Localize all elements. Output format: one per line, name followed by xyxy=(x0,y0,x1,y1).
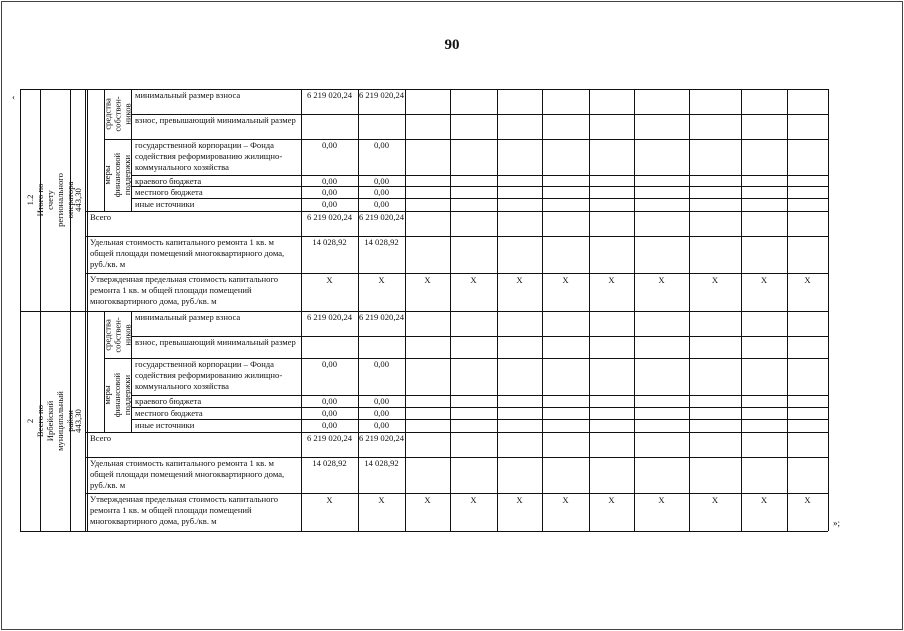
row-label: Удельная стоимость капитального ремонта 1 кв. м общей площади помещений многоквартирного дома, руб./кв. м xyxy=(90,237,285,269)
value-col-2: 6 219 020,24 xyxy=(358,90,405,100)
row-label: Всего xyxy=(90,212,112,222)
value-col-1: 14 028,92 xyxy=(312,458,347,468)
limit-mark: X xyxy=(378,275,385,285)
row-label: взнос, превышающий минимальный размер xyxy=(135,115,296,125)
vertical-rule xyxy=(828,89,829,311)
vertical-rule xyxy=(85,311,86,531)
limit-mark: X xyxy=(658,275,665,285)
vertical-rule-double xyxy=(87,89,88,311)
vertical-rule-double xyxy=(87,311,88,531)
limit-mark: X xyxy=(804,495,811,505)
section-title-cell xyxy=(35,89,76,311)
limit-mark: X xyxy=(378,495,385,505)
group-support: меры финансовой поддержки xyxy=(102,372,133,418)
group-owners-cell xyxy=(104,311,131,358)
value-col-2: 0,00 xyxy=(373,359,390,369)
value-col-2: 0,00 xyxy=(373,408,390,418)
value-col-1: 6 219 020,24 xyxy=(306,90,353,100)
value-col-1: 0,00 xyxy=(321,176,338,186)
section-title: Итого по счету регионального оператора xyxy=(35,173,76,227)
section-bottom-line xyxy=(20,531,828,532)
limit-mark: X xyxy=(608,275,615,285)
row-label: государственной корпорации – Фонда содействия реформированию жилищно-коммунального хозяйства xyxy=(135,359,283,391)
value-col-1: 6 219 020,24 xyxy=(306,312,353,322)
row-label: иные источники xyxy=(135,420,195,430)
limit-mark: X xyxy=(760,495,768,505)
section-area: 443,30 xyxy=(72,409,83,433)
row-label: Утвержденная предельная стоимость капитального ремонта 1 кв. м общей площади помещений многоквартирного дома, руб./кв. м xyxy=(90,494,279,526)
section-area-cell xyxy=(70,89,85,311)
section-number: 1.2 xyxy=(25,194,35,206)
limit-mark: X xyxy=(470,495,477,505)
limit-mark: X xyxy=(424,275,431,285)
value-col-2: 0,00 xyxy=(373,140,390,150)
group-owners-cell xyxy=(104,89,131,139)
value-col-1: 0,00 xyxy=(321,187,338,197)
limit-mark: X xyxy=(516,275,523,285)
value-col-2: 0,00 xyxy=(373,199,390,209)
value-col-2: 0,00 xyxy=(373,420,390,430)
page-number: 90 xyxy=(444,37,460,53)
limit-mark: X xyxy=(326,275,333,285)
value-col-2: 0,00 xyxy=(373,396,390,406)
limit-mark: X xyxy=(326,495,333,505)
section-title: Всего по Ирбейский муниципальный район xyxy=(35,391,76,451)
limit-mark: X xyxy=(562,495,569,505)
vertical-rule xyxy=(828,311,829,531)
limit-mark: X xyxy=(711,275,719,285)
value-col-1: 0,00 xyxy=(321,420,338,430)
limit-mark: X xyxy=(470,275,477,285)
limit-mark: X xyxy=(804,275,811,285)
value-col-2: 6 219 020,24 xyxy=(358,212,405,222)
value-col-1: 14 028,92 xyxy=(312,237,347,247)
row-label: местного бюджета xyxy=(135,408,203,418)
value-col-2: 0,00 xyxy=(373,176,390,186)
value-col-1: 0,00 xyxy=(321,396,338,406)
limit-mark: X xyxy=(516,495,523,505)
row-label: краевого бюджета xyxy=(135,176,202,186)
row-label: минимальный размер взноса xyxy=(135,312,241,322)
group-support: меры финансовой поддержки xyxy=(102,152,133,198)
value-col-2: 6 219 020,24 xyxy=(358,312,405,322)
group-owners: средства собствен-ников xyxy=(102,96,133,132)
row-label: Удельная стоимость капитального ремонта 1 кв. м общей площади помещений многоквартирного дома, руб./кв. м xyxy=(90,458,285,490)
row-label: минимальный размер взноса xyxy=(135,90,241,100)
group-support-cell xyxy=(104,358,131,432)
section-title-cell xyxy=(35,311,76,531)
row-label: Утвержденная предельная стоимость капитального ремонта 1 кв. м общей площади помещений многоквартирного дома, руб./кв. м xyxy=(90,274,279,306)
row-label: иные источники xyxy=(135,199,195,209)
section-area-cell xyxy=(70,311,85,531)
value-col-2: 6 219 020,24 xyxy=(358,433,405,443)
row-label: местного бюджета xyxy=(135,187,203,197)
trailing-mark: »; xyxy=(833,518,841,528)
limit-mark: X xyxy=(562,275,569,285)
limit-mark: X xyxy=(608,495,615,505)
section-area: 443,30 xyxy=(72,188,83,212)
group-support-cell xyxy=(104,139,131,211)
value-col-1: 0,00 xyxy=(321,140,338,150)
section-number: 2 xyxy=(25,418,35,424)
value-col-1: 0,00 xyxy=(321,408,338,418)
value-col-2: 14 028,92 xyxy=(364,458,399,468)
group-owners: средства собствен-ников xyxy=(102,316,133,353)
value-col-1: 0,00 xyxy=(321,199,338,209)
corner-mark: ‹ xyxy=(12,92,15,102)
row-label: государственной корпорации – Фонда содействия реформированию жилищно-коммунального хозяйства xyxy=(135,140,283,172)
value-col-2: 0,00 xyxy=(373,187,390,197)
row-label: Всего xyxy=(90,433,112,443)
value-col-2: 14 028,92 xyxy=(364,237,399,247)
limit-mark: X xyxy=(424,495,431,505)
limit-mark: X xyxy=(760,275,768,285)
value-col-1: 6 219 020,24 xyxy=(306,212,353,222)
limit-mark: X xyxy=(658,495,665,505)
value-col-1: 0,00 xyxy=(321,359,338,369)
row-label: взнос, превышающий минимальный размер xyxy=(135,337,296,347)
vertical-rule xyxy=(85,89,86,311)
value-col-1: 6 219 020,24 xyxy=(306,433,353,443)
limit-mark: X xyxy=(711,495,719,505)
row-label: краевого бюджета xyxy=(135,396,202,406)
